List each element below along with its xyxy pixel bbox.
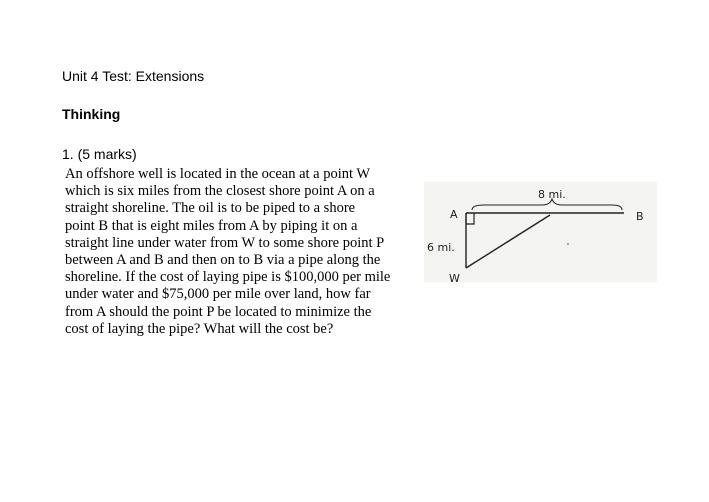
label-side-distance: 6 mi. [427,241,455,254]
problem-line: straight shoreline. The oil is to be piped to a shore [65,200,356,217]
problem-line: from A should the point P be located to minimize the [65,303,372,320]
problem-line: between A and B and then on to B via a pipe along the [65,252,381,269]
section-heading: Thinking [62,106,121,122]
label-w: W [449,272,460,282]
segment-wp [466,215,550,268]
unit-title: Unit 4 Test: Extensions [62,68,205,84]
problem-text [65,166,420,338]
question-label: 1. (5 marks) [62,146,137,162]
diagram-svg [424,182,657,282]
problem-line: straight line under water from W to some shore point P [65,234,385,251]
right-angle-marker [466,213,474,224]
pipeline-diagram [424,182,657,282]
problem-line: point B that is eight miles from A by piping it on a [65,217,358,234]
problem-line: cost of laying the pipe? What will the cost be? [65,320,334,337]
problem-line: which is six miles from the closest shore point A on a [65,183,375,200]
label-b: B [636,210,644,223]
label-top-distance: 8 mi. [538,188,566,201]
dot-mark [567,243,569,245]
problem-line: under water and $75,000 per mile over land, how far [65,286,371,303]
problem-line: An offshore well is located in the ocean at a point W [65,166,371,182]
problem-line: shoreline. If the cost of laying pipe is $100,000 per mile [65,269,391,286]
label-a: A [450,208,458,221]
